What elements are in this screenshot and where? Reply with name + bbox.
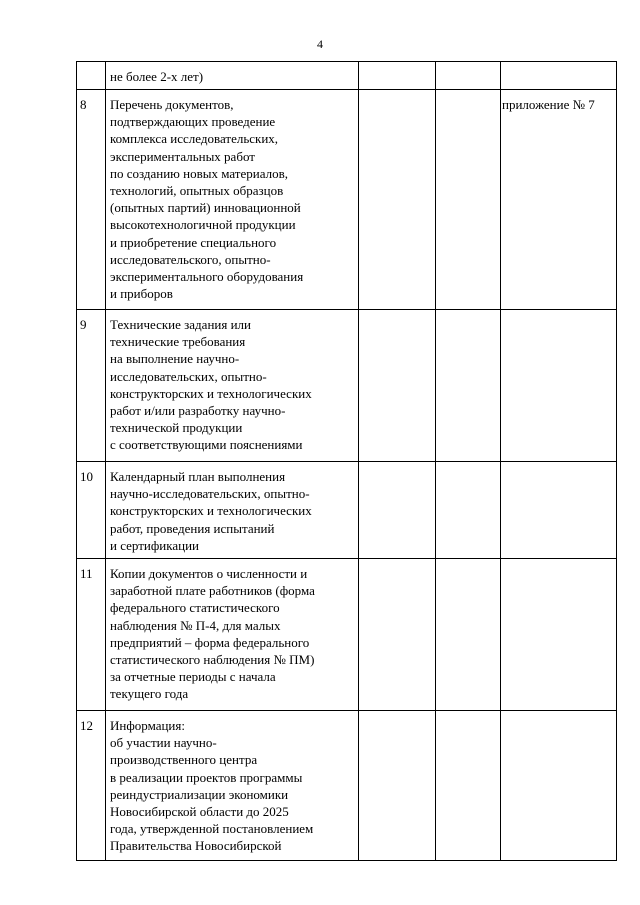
name-line: Правительства Новосибирской [110,838,282,854]
row-document-name [106,62,359,90]
table-row [77,462,617,559]
row-document-name [106,90,359,310]
name-line: Копии документов о численности и [110,566,308,582]
name-line: конструкторских и технологических [110,385,312,401]
name-line: Перечень документов, [110,97,234,112]
name-line: производственного центра [110,752,258,768]
name-line: на выполнение научно- [110,351,240,367]
row-number: 10 [77,462,106,559]
name-line: подтверждающих проведение [110,114,276,130]
row-note [501,310,617,462]
empty-cell [359,90,436,310]
name-line: об участии научно- [110,735,217,751]
row-document-name [106,462,359,559]
name-line: Технические задания или [110,317,251,332]
empty-cell [359,462,436,559]
row-document-name [106,559,359,711]
table-row [77,711,617,861]
empty-cell [436,310,501,462]
name-line: (опытных партий) инновационной [110,200,301,216]
name-line: работ, проведения испытаний [110,520,275,536]
empty-cell [436,90,501,310]
table-row [77,90,617,310]
name-line: федерального статистического [110,600,280,616]
name-line: научно-исследовательских, опытно- [110,486,310,502]
name-line: технические требования [110,334,246,350]
name-line: комплекса исследовательских, [110,131,279,147]
name-line: в реализации проектов программы [110,769,303,785]
name-line: наблюдения № П-4, для малых [110,617,281,633]
name-line: не более 2-х лет) [110,69,204,84]
name-line: Информация: [110,718,185,734]
empty-cell [359,62,436,90]
name-line: года, утвержденной постановлением [110,821,314,837]
row-document-name [106,310,359,462]
row-note [501,711,617,861]
empty-cell [359,310,436,462]
row-number: 11 [77,559,106,711]
empty-cell [359,559,436,711]
table-row [77,62,617,90]
empty-cell [436,462,501,559]
table-row [77,310,617,462]
empty-cell [436,62,501,90]
name-line: реиндустриализации экономики [110,786,289,802]
empty-cell [436,711,501,861]
row-note [501,462,617,559]
name-line: работ и/или разработку научно- [110,403,286,419]
row-note [501,62,617,90]
name-line: экспериментальных работ [110,148,255,164]
row-note [501,559,617,711]
name-line: текущего года [110,686,189,702]
name-line: и приборов [110,286,173,302]
name-line: исследовательского, опытно- [110,251,271,267]
row-number: 8 [77,90,106,310]
name-line: технологий, опытных образцов [110,183,284,199]
name-line: исследовательских, опытно- [110,368,267,384]
row-number: 12 [77,711,106,861]
name-line: Новосибирской области до 2025 [110,804,289,820]
name-line: технической продукции [110,420,243,436]
name-line: с соответствующими пояснениями [110,437,303,453]
table-row [77,559,617,711]
page-number: 4 [317,37,323,51]
name-line: и приобретение специального [110,234,277,250]
name-line: высокотехнологичной продукции [110,217,296,233]
name-line: конструкторских и технологических [110,503,312,519]
name-line: экспериментального оборудования [110,269,304,285]
row-number: 9 [77,310,106,462]
row-document-name [106,711,359,861]
name-line: за отчетные периоды с начала [110,669,276,685]
name-line: и сертификации [110,537,200,553]
empty-cell [359,711,436,861]
documents-table [76,61,617,861]
row-note: приложение № 7 [501,90,617,310]
name-line: по созданию новых материалов, [110,165,288,181]
row-number [77,62,106,90]
name-line: Календарный план выполнения [110,469,286,484]
name-line: статистического наблюдения № ПМ) [110,652,315,668]
name-line: предприятий – форма федерального [110,634,310,650]
empty-cell [436,559,501,711]
name-line: заработной плате работников (форма [110,583,315,599]
